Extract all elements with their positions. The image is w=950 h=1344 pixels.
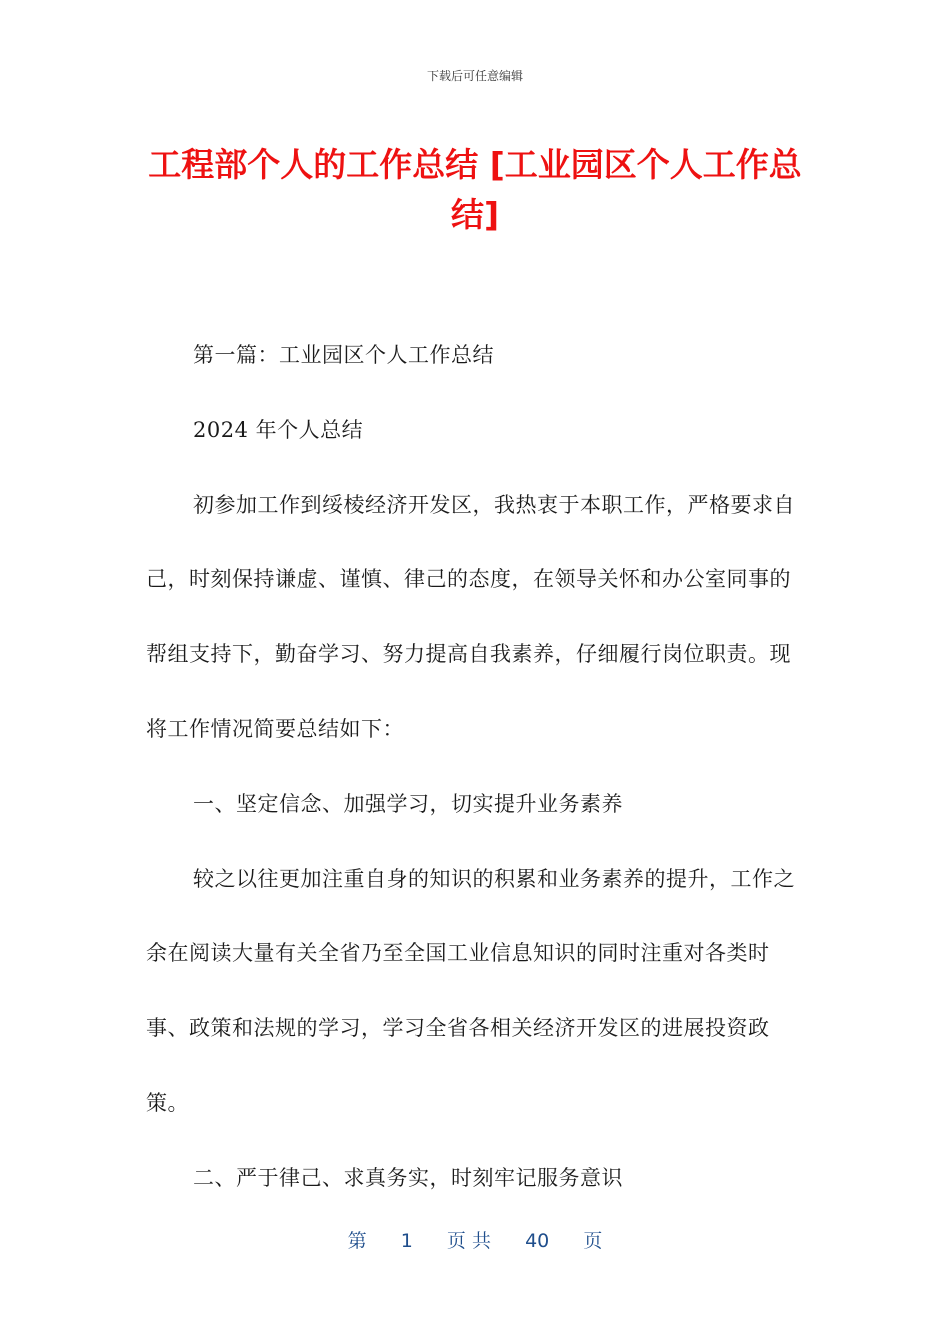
section-heading: 二、严于律己、求真务实，时刻牢记服务意识 [193,1165,623,1190]
total-pages: 40 [525,1230,550,1252]
subheading: 2024 年个人总结 [193,417,364,442]
current-page-number: 1 [400,1230,413,1252]
page-footer [0,1226,950,1253]
page-suffix: 页 [583,1230,603,1252]
page-mid: 页 共 [446,1230,491,1252]
section-heading: 第一篇：工业园区个人工作总结 [193,343,494,367]
document-title: 工程部个人的工作总结 [工业园区个人工作总结] [148,145,802,234]
header-note: 下载后可任意编辑 [426,69,523,83]
page-prefix: 第 [347,1230,367,1252]
section-heading: 一、坚定信念、加强学习，切实提升业务素养 [193,791,623,816]
body-paragraph: 初参加工作到绥棱经济开发区，我热衷于本职工作，严格要求自己，时刻保持谦虚、谨慎、律己的态度，在领导关怀和办公室同事的帮组支持下，勤奋学习、努力提高自我素养，仔细履行岗位职责。现将工作情况简要总结如下： [146,492,795,741]
document-body [146,318,796,1216]
body-paragraph: 较之以往更加注重自身的知识的积累和业务素养的提升，工作之余在阅读大量有关全省乃至全国工业信息知识的同时注重对各类时事、政策和法规的学习，学习全省各相关经济开发区的进展投资政策。 [146,866,795,1115]
